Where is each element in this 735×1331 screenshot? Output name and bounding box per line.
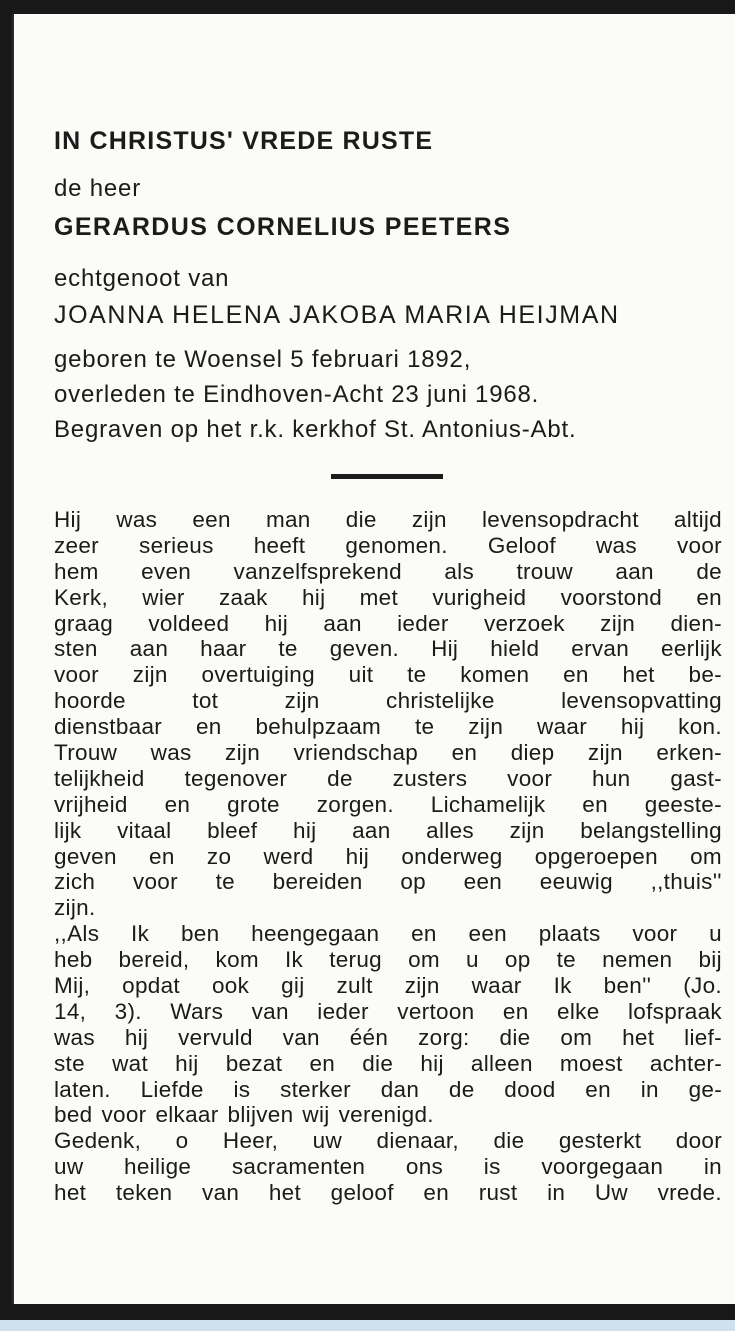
word: werd xyxy=(263,843,314,869)
word: de xyxy=(448,1076,475,1102)
word: en xyxy=(451,740,478,766)
text-line xyxy=(54,1077,722,1103)
word: opdat xyxy=(122,973,180,999)
word: Mij, xyxy=(54,973,91,999)
word: te xyxy=(407,662,427,688)
word: zusters xyxy=(392,765,468,791)
word: en xyxy=(582,791,608,817)
word: hij xyxy=(301,584,326,610)
word: het xyxy=(268,1180,302,1206)
word: hij xyxy=(420,1050,444,1076)
word: lief- xyxy=(684,1024,722,1050)
word: lofspraak xyxy=(627,998,722,1024)
word: bij xyxy=(698,947,722,973)
word: geven xyxy=(54,843,117,869)
word: vanzelfsprekend xyxy=(233,558,402,584)
word: Geloof xyxy=(487,532,556,558)
word: sacramenten xyxy=(231,1154,366,1180)
word: en xyxy=(585,1076,611,1102)
word: Kerk, xyxy=(54,584,109,610)
word: gesterkt xyxy=(558,1128,642,1154)
word: voor xyxy=(507,765,553,791)
word: (Jo. xyxy=(683,973,722,999)
word: Hij xyxy=(431,636,459,662)
text-line xyxy=(54,1051,722,1077)
word: hun xyxy=(592,765,631,791)
word: vurigheid xyxy=(432,584,527,610)
text-line xyxy=(54,792,722,818)
word: dood xyxy=(504,1076,556,1102)
word: man xyxy=(265,507,311,532)
word: graag xyxy=(54,610,114,636)
text-line xyxy=(54,921,722,947)
word: nemen xyxy=(602,947,673,973)
word: Ik xyxy=(553,973,572,999)
word: Lichamelijk xyxy=(430,791,546,817)
word: om xyxy=(560,1024,593,1050)
word: aan xyxy=(615,558,654,584)
word: 3). xyxy=(114,998,142,1024)
deceased-name: GERARDUS CORNELIUS PEETERS xyxy=(54,213,512,241)
word: zeer xyxy=(54,532,99,558)
word: en xyxy=(502,998,529,1024)
word: wat xyxy=(112,1050,148,1076)
word: met xyxy=(359,584,399,610)
word: vriendschap xyxy=(293,740,419,766)
word: achter- xyxy=(649,1050,722,1076)
word: alles xyxy=(426,817,474,843)
text-line xyxy=(54,507,722,533)
text-line xyxy=(54,611,722,637)
word: teken xyxy=(115,1180,173,1206)
word: zijn xyxy=(468,714,504,740)
word: ge- xyxy=(688,1076,722,1102)
word: geeste- xyxy=(644,791,722,817)
word: Ik xyxy=(131,921,150,947)
word: u xyxy=(466,947,479,973)
word: kon. xyxy=(678,714,722,740)
word: en xyxy=(309,1050,336,1076)
word: en xyxy=(411,921,437,947)
word: uw xyxy=(312,1128,343,1154)
word: u xyxy=(709,921,722,947)
spouse-label: echtgenoot van xyxy=(54,265,230,292)
word: en xyxy=(164,791,191,817)
word: opgeroepen xyxy=(534,843,658,869)
death-line: overleden te Eindhoven-Acht 23 juni 1968. xyxy=(54,381,540,408)
word: zijn xyxy=(225,740,261,766)
card-content xyxy=(54,114,722,1206)
word: altijd xyxy=(673,507,722,532)
word: komen xyxy=(460,662,530,688)
word: Liefde xyxy=(140,1076,204,1102)
word: heb xyxy=(54,947,93,973)
word: te xyxy=(414,714,435,740)
word: die xyxy=(345,507,377,532)
text-line xyxy=(54,973,722,999)
text-line xyxy=(54,714,722,740)
word: ieder xyxy=(397,610,449,636)
word: door xyxy=(675,1128,722,1154)
word: een xyxy=(468,921,507,947)
word: hield xyxy=(490,636,540,662)
word: in xyxy=(640,1076,659,1102)
word: christelijke xyxy=(386,688,495,714)
text-line xyxy=(54,533,722,559)
word: was xyxy=(116,507,158,532)
word: wier xyxy=(142,584,185,610)
text-line xyxy=(54,1154,722,1180)
word: was xyxy=(595,532,637,558)
spouse-name: JOANNA HELENA JAKOBA MARIA HEIJMAN xyxy=(54,301,620,329)
word: ,,Als xyxy=(54,921,100,947)
word: te xyxy=(278,636,298,662)
word: 14, xyxy=(54,998,87,1024)
memorial-card xyxy=(12,14,735,1304)
word: voorstond xyxy=(560,584,663,610)
word: erken- xyxy=(656,740,722,766)
word: be- xyxy=(688,662,722,688)
word: hij xyxy=(345,843,370,869)
word: diep xyxy=(510,740,555,766)
word: die xyxy=(362,1050,394,1076)
word: voorgegaan xyxy=(541,1154,664,1180)
word: Trouw xyxy=(54,740,118,766)
word: laten. xyxy=(54,1076,111,1102)
text-line xyxy=(54,895,722,921)
honorific: de heer xyxy=(54,175,141,202)
word: de xyxy=(327,765,353,791)
word: voor xyxy=(132,869,178,895)
word: dien- xyxy=(670,610,722,636)
word: het xyxy=(54,1180,87,1206)
section-divider xyxy=(331,474,443,479)
word: was xyxy=(150,740,192,766)
word: Ik xyxy=(285,947,304,973)
word: en xyxy=(696,584,722,610)
text-line xyxy=(54,559,722,585)
word: zijn xyxy=(411,507,447,532)
text-line xyxy=(54,585,722,611)
word: eeuwig xyxy=(539,869,613,895)
word: zijn xyxy=(132,662,168,688)
word: zo xyxy=(206,843,232,869)
word: te xyxy=(556,947,576,973)
word: uw xyxy=(54,1154,84,1180)
word: uit xyxy=(348,662,374,688)
word: tot xyxy=(192,688,219,714)
word: hij xyxy=(293,817,317,843)
word: aan xyxy=(323,610,362,636)
word: ook xyxy=(211,973,250,999)
word: dienstbaar xyxy=(54,714,163,740)
word: voor xyxy=(632,921,678,947)
word: aan xyxy=(352,817,391,843)
word: en xyxy=(423,1180,450,1206)
word: elke xyxy=(557,998,600,1024)
word: moest xyxy=(559,1050,623,1076)
word: gast- xyxy=(670,765,722,791)
text-line xyxy=(54,1102,722,1128)
word: zijn xyxy=(284,688,320,714)
word: het xyxy=(622,662,655,688)
word: op xyxy=(504,947,531,973)
word: plaats xyxy=(538,921,601,947)
word: bereid, xyxy=(118,947,190,973)
life-dates xyxy=(54,342,722,447)
word: hij xyxy=(124,1024,149,1050)
word: vitaal xyxy=(117,817,172,843)
text-line xyxy=(54,844,722,870)
text-line xyxy=(54,636,722,662)
burial-line: Begraven op het r.k. kerkhof St. Antonius-Abt. xyxy=(54,416,577,443)
word: zijn xyxy=(509,817,545,843)
word: ons xyxy=(405,1154,444,1180)
birth-line: geboren te Woensel 5 februari 1892, xyxy=(54,346,472,373)
word: zult xyxy=(336,973,373,999)
word: Uw xyxy=(594,1180,628,1206)
word: haar xyxy=(200,636,247,662)
word: blijven xyxy=(227,1102,294,1128)
word: en xyxy=(563,662,589,688)
word: ben'' xyxy=(603,973,652,999)
word: geloof xyxy=(330,1180,394,1206)
word: Gedenk, xyxy=(54,1128,142,1154)
card-title: IN CHRISTUS' VREDE RUSTE xyxy=(54,127,434,155)
word: te xyxy=(215,869,235,895)
word: van xyxy=(282,1024,320,1050)
word: levensopvatting xyxy=(561,688,722,714)
word: aan xyxy=(129,636,169,662)
word: verzoek xyxy=(483,610,565,636)
word: een xyxy=(192,507,231,532)
word: elkaar xyxy=(155,1102,219,1128)
word: die xyxy=(493,1128,525,1154)
word: was xyxy=(54,1024,95,1050)
word: zich xyxy=(54,869,96,895)
memorial-text xyxy=(54,507,722,1206)
text-line xyxy=(54,869,722,895)
word: vrede. xyxy=(657,1180,722,1206)
word: als xyxy=(444,558,475,584)
text-line xyxy=(54,999,722,1025)
word: hij xyxy=(264,610,289,636)
word: Wars xyxy=(170,998,224,1024)
word: alleen xyxy=(470,1050,533,1076)
word: overtuiging xyxy=(201,662,315,688)
word: dienaar, xyxy=(376,1128,459,1154)
word: hij xyxy=(620,714,645,740)
text-line xyxy=(54,818,722,844)
word: van xyxy=(251,998,289,1024)
word: en xyxy=(149,843,175,869)
word: voor xyxy=(54,662,99,688)
word: sterker xyxy=(280,1076,351,1102)
word: het xyxy=(622,1024,655,1050)
word: ervan xyxy=(571,636,630,662)
word: wij xyxy=(302,1102,330,1128)
word: grote xyxy=(227,791,280,817)
word: serieus xyxy=(139,532,214,558)
word: kom xyxy=(215,947,259,973)
word: heeft xyxy=(253,532,306,558)
word: lijk xyxy=(54,817,82,843)
word: om xyxy=(690,843,722,869)
word: om xyxy=(408,947,440,973)
word: voor xyxy=(101,1102,147,1128)
word: één xyxy=(349,1024,389,1050)
word: vertoon xyxy=(397,998,475,1024)
word: rust xyxy=(478,1180,518,1206)
word: in xyxy=(547,1180,566,1206)
word: ieder xyxy=(317,998,369,1024)
word: een xyxy=(463,869,503,895)
word: zaak xyxy=(218,584,268,610)
word: dan xyxy=(380,1076,420,1102)
word: heilige xyxy=(124,1154,192,1180)
word: is xyxy=(233,1076,251,1102)
word: Heer, xyxy=(222,1128,279,1154)
word: hij xyxy=(175,1050,199,1076)
scan-edge-strip xyxy=(0,1320,735,1331)
word: eerlijk xyxy=(661,636,722,662)
word: en xyxy=(195,714,222,740)
word: zijn. xyxy=(54,895,96,921)
word: zijn xyxy=(404,973,440,999)
text-line xyxy=(54,662,722,688)
word: ,,thuis'' xyxy=(650,869,722,895)
word: vrijheid xyxy=(54,791,128,817)
word: die xyxy=(499,1024,531,1050)
word: bed xyxy=(54,1102,93,1128)
word: bezat xyxy=(225,1050,283,1076)
word: behulpzaam xyxy=(255,714,382,740)
word: waar xyxy=(471,973,522,999)
text-line xyxy=(54,766,722,792)
word: voldeed xyxy=(148,610,230,636)
word: verenigd. xyxy=(338,1102,434,1128)
word: tegenover xyxy=(184,765,288,791)
text-line xyxy=(54,740,722,766)
word: op xyxy=(400,869,426,895)
word: geven. xyxy=(329,636,400,662)
word: trouw xyxy=(516,558,573,584)
word: zorgen. xyxy=(316,791,394,817)
word: genomen. xyxy=(345,532,448,558)
word: zijn xyxy=(587,740,623,766)
word: voor xyxy=(676,532,722,558)
word: hem xyxy=(54,558,99,584)
text-line xyxy=(54,1025,722,1051)
word: zorg: xyxy=(418,1024,470,1050)
word: o xyxy=(175,1128,189,1154)
word: Hij xyxy=(54,507,82,532)
word: zijn xyxy=(600,610,636,636)
text-line xyxy=(54,1128,722,1154)
word: bereiden xyxy=(272,869,363,895)
word: ben xyxy=(180,921,220,947)
word: is xyxy=(483,1154,501,1180)
word: sten xyxy=(54,636,98,662)
word: van xyxy=(202,1180,240,1206)
word: gij xyxy=(281,973,305,999)
text-line xyxy=(54,1180,722,1206)
word: heengegaan xyxy=(251,921,380,947)
word: levensopdracht xyxy=(481,507,639,532)
word: in xyxy=(703,1154,722,1180)
word: bleef xyxy=(207,817,258,843)
word: terug xyxy=(329,947,382,973)
text-line xyxy=(54,947,722,973)
text-line xyxy=(54,688,722,714)
word: vervuld xyxy=(178,1024,253,1050)
word: even xyxy=(141,558,192,584)
word: ste xyxy=(54,1050,85,1076)
word: belangstelling xyxy=(580,817,722,843)
word: waar xyxy=(537,714,587,740)
word: telijkheid xyxy=(54,765,145,791)
word: de xyxy=(696,558,722,584)
word: hoorde xyxy=(54,688,126,714)
word: onderweg xyxy=(401,843,503,869)
